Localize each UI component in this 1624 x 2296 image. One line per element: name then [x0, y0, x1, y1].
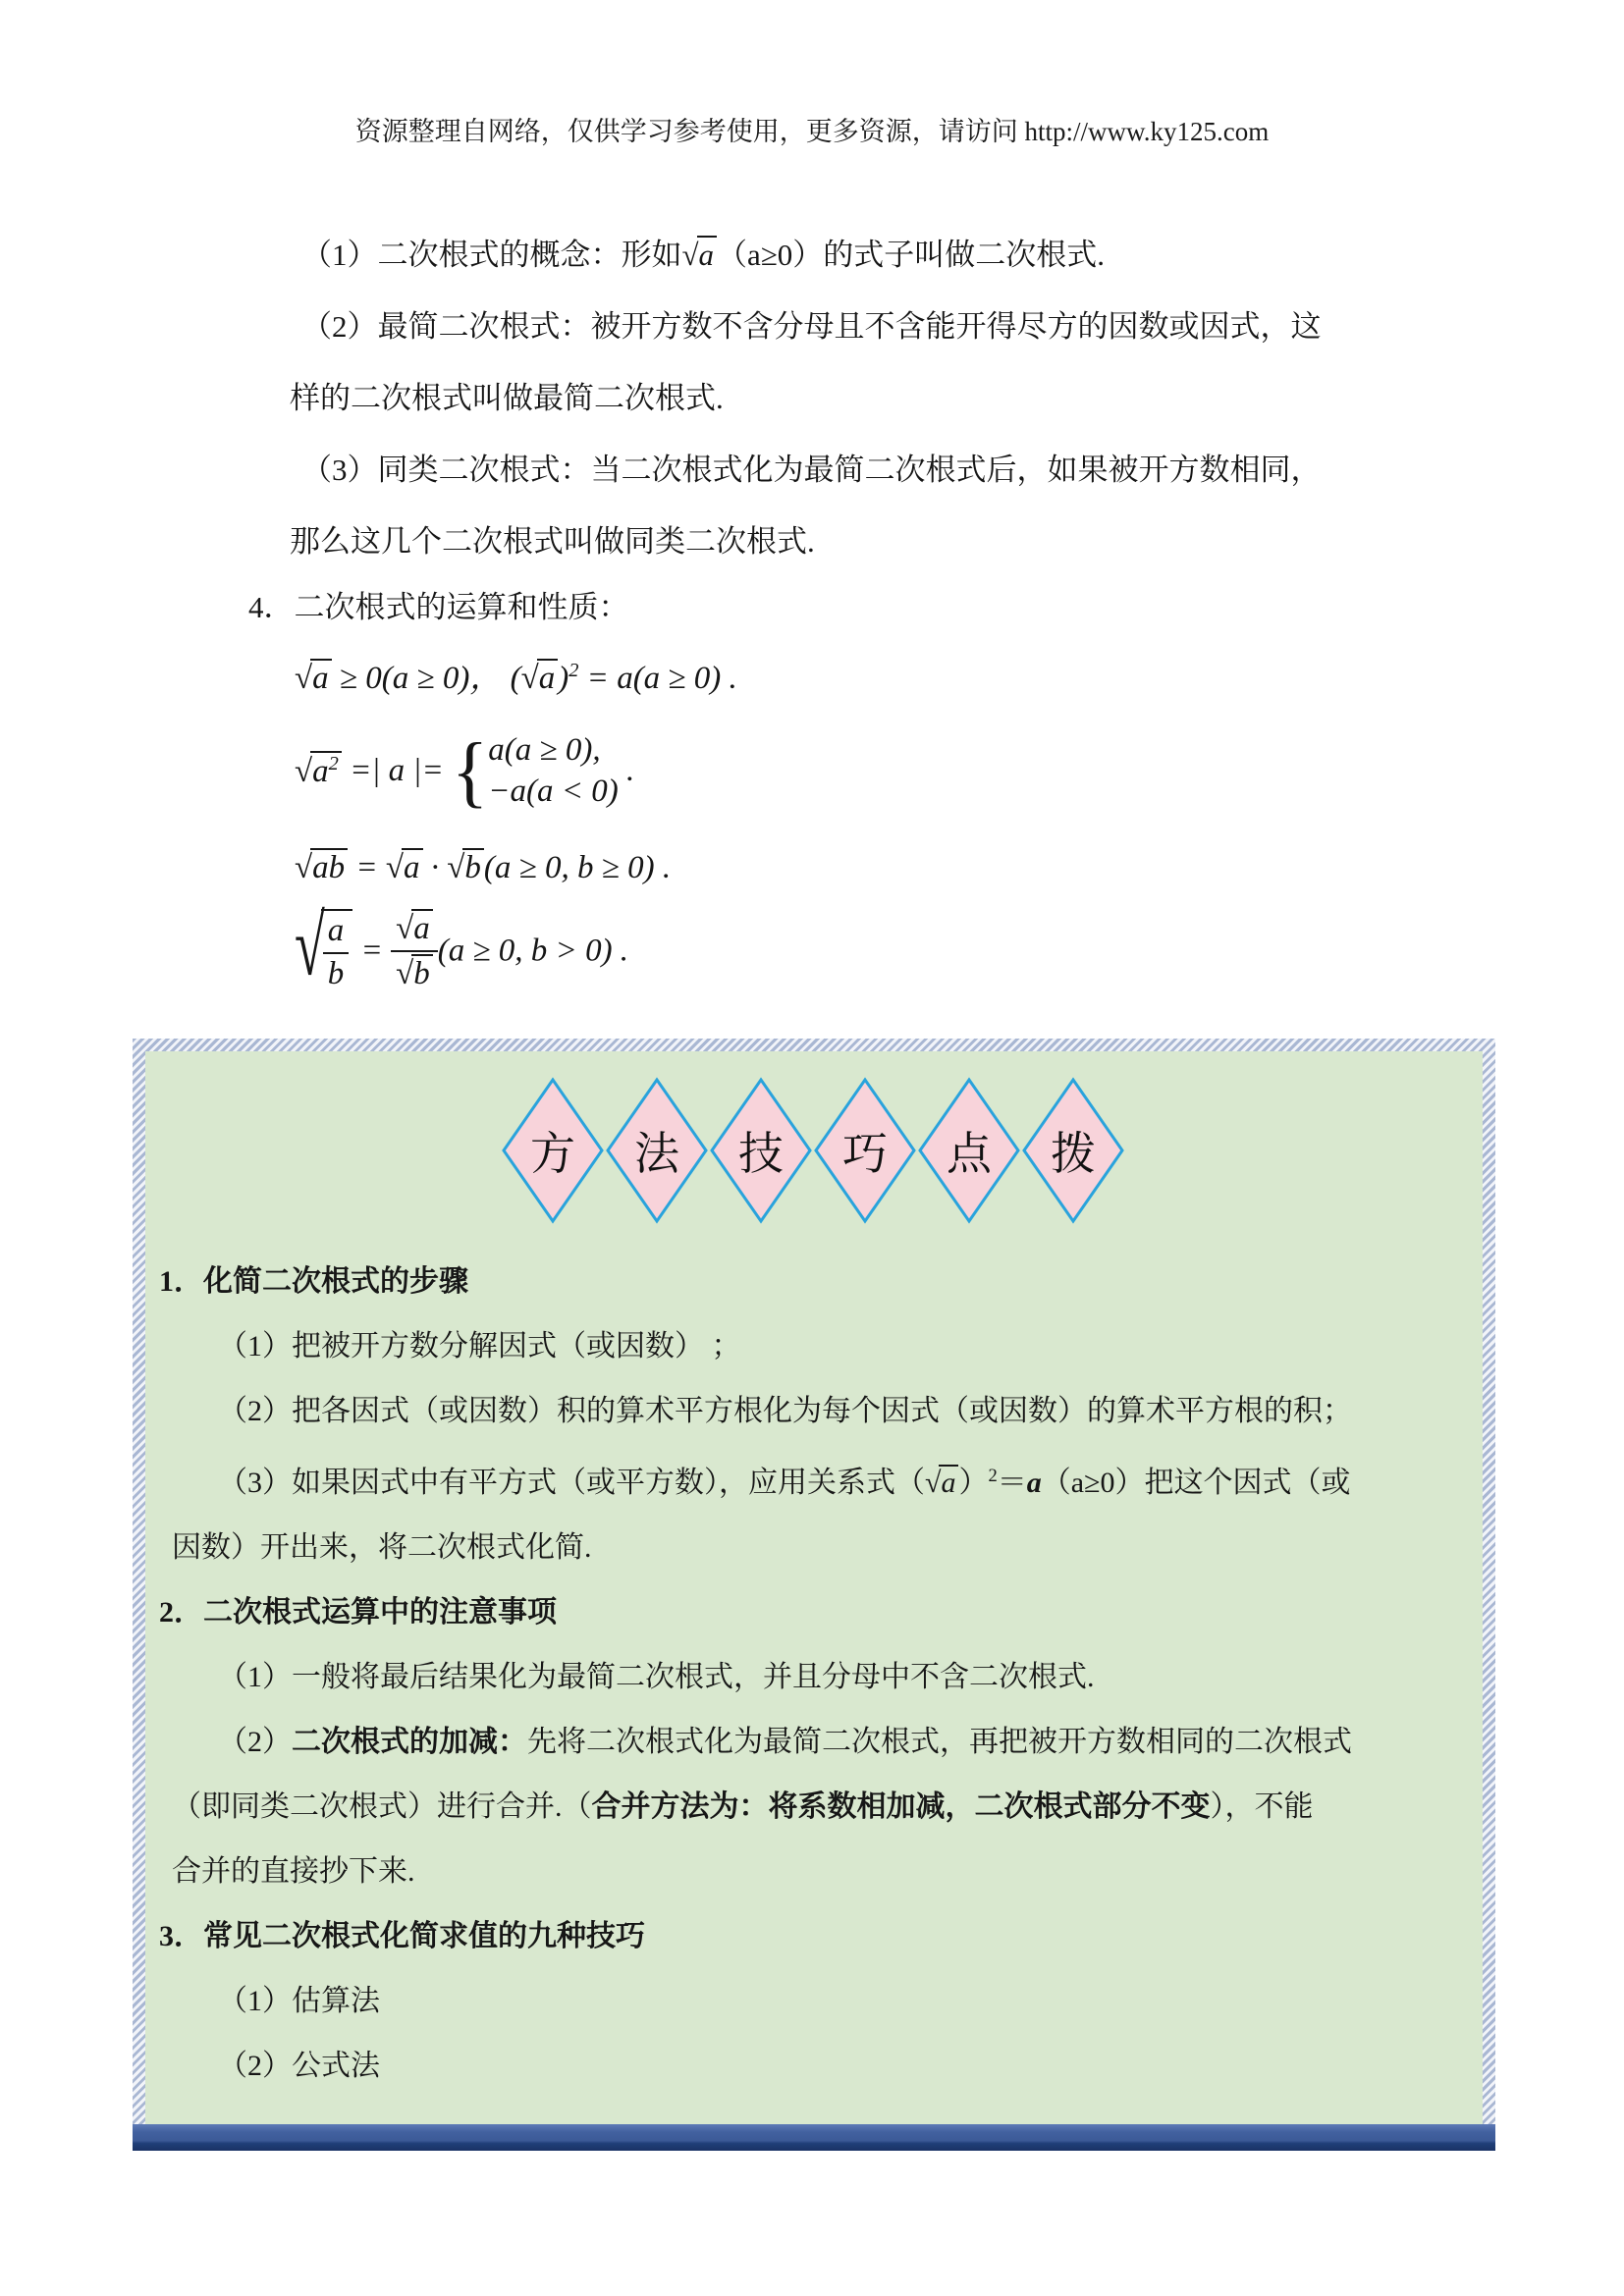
tips-s1-item-1: （1）把被开方数分解因式（或因数） ； [218, 1329, 741, 1362]
tips-section-3-heading: 3．常见二次根式化简求值的九种技巧 [159, 1919, 645, 1952]
tips-s1-item-3-var: a [1026, 1466, 1042, 1499]
tips-title-diamond-row [157, 1077, 1469, 1224]
diamond-char: 方 [530, 1127, 575, 1179]
tips-s3-item-1: （1）估算法 [218, 1984, 380, 2017]
method-tips-box [133, 1039, 1495, 2151]
cases-brace-icon: { [452, 725, 489, 816]
denominator: b [327, 955, 345, 991]
formula-text: ) [558, 661, 569, 696]
tips-s1-item-3-close: ） [958, 1466, 989, 1499]
radical-sign-icon: √ [295, 754, 313, 790]
radicand: a [413, 910, 430, 946]
radical-sign-icon: √ [295, 899, 325, 994]
tips-s3-item-2: （2）公式法 [218, 2049, 380, 2082]
formula-text: = a(a ≥ 0) . [578, 661, 737, 696]
radicand: b [464, 850, 481, 885]
radical-sign-icon: √ [396, 955, 414, 991]
exponent: 2 [988, 1465, 998, 1486]
diamond-char: 法 [634, 1127, 679, 1179]
diamond-char: 技 [738, 1127, 784, 1179]
tips-s2-cont-bold: 合并方法为：将系数相加减，二次根式部分不变 [591, 1789, 1211, 1823]
fraction [391, 909, 438, 993]
tips-s1-item-3-prefix: （3）如果因式中有平方式（或平方数），应用关系式（ [218, 1466, 925, 1499]
tips-s2-item-2-pre: （2） [218, 1725, 292, 1758]
concept-item-1-prefix: （1）二次根式的概念：形如 [301, 238, 682, 272]
formula-text: = [352, 933, 392, 969]
concept-item-2-line-1: （2）最简二次根式：被开方数不含分母且不含能开得尽方的因数或因式，这 [301, 309, 1322, 344]
section-4-heading: 4．二次根式的运算和性质： [248, 590, 629, 624]
radicand: b [413, 955, 430, 991]
formula-text: ≥ 0(a ≥ 0)， ( [331, 661, 521, 696]
diamond-char: 拨 [1051, 1127, 1096, 1179]
formula-product-rule [295, 848, 1624, 887]
title-diamond-2 [605, 1077, 709, 1224]
concept-item-3-line-2: 那么这几个二次根式叫做同类二次根式. [290, 524, 815, 559]
tips-box-bottom-bar [133, 2124, 1495, 2151]
radicand: ab [312, 850, 346, 885]
formula-nonnegative [295, 652, 1624, 698]
exponent: 2 [568, 660, 579, 681]
numerator: a [327, 912, 345, 948]
diamond-char: 巧 [842, 1127, 888, 1179]
tips-s2-cont-pre: （即同类二次根式）进行合并.（ [172, 1789, 592, 1823]
radicand: a [941, 1466, 956, 1499]
radicand: a [312, 661, 329, 696]
cases-block [488, 730, 619, 812]
radicand: a [698, 238, 715, 272]
formula-text: . [618, 753, 635, 788]
formula-text: (a ≥ 0, b ≥ 0) . [483, 850, 672, 885]
concept-item-1 [301, 219, 1624, 291]
radical-sign-icon: √ [447, 850, 465, 885]
title-diamond-3 [709, 1077, 813, 1224]
tips-s2-item-2-bold: 二次根式的加减： [292, 1725, 527, 1758]
tips-s2-cont-post: ），不能 [1210, 1789, 1314, 1823]
tips-section-1-heading: 1．化简二次根式的步骤 [159, 1264, 468, 1298]
radicand: a [404, 850, 420, 885]
radical-sign-icon: √ [925, 1466, 942, 1499]
case-1: a(a ≥ 0), [488, 732, 601, 769]
title-diamond-4 [813, 1077, 917, 1224]
formula-quotient-rule [295, 899, 1624, 994]
formula-text: =| a |= [341, 753, 453, 788]
formula-text: = [348, 850, 386, 885]
method-tips-inner [145, 1051, 1483, 2124]
exponent: 2 [328, 753, 339, 775]
main-content [0, 219, 1624, 2151]
radicand: a [538, 661, 556, 696]
concept-item-2-line-2: 样的二次根式叫做最简二次根式. [290, 381, 724, 415]
radical-sign-icon: √ [295, 850, 313, 885]
tips-s2-item-2 [218, 1710, 1469, 1775]
formula-text: · [422, 850, 448, 885]
tips-s2-item-2-cont [172, 1775, 1469, 1840]
fraction [323, 913, 350, 993]
title-diamond-5 [917, 1077, 1021, 1224]
radical-sign-icon: √ [385, 850, 405, 885]
title-diamond-6 [1021, 1077, 1125, 1224]
tips-s1-item-3 [218, 1444, 1469, 1516]
radical-sign-icon: √ [295, 661, 313, 696]
sqrt-expression [682, 219, 718, 291]
tips-s2-item-1: （1）一般将最后结果化为最简二次根式，并且分母中不含二次根式. [218, 1660, 1095, 1693]
tips-s2-item-2-rest: 先将二次根式化为最简二次根式，再把被开方数相同的二次根式 [527, 1725, 1352, 1758]
diamond-char: 点 [947, 1127, 992, 1179]
tips-body [157, 1250, 1469, 2099]
formula-text: (a ≥ 0, b > 0) . [437, 933, 629, 969]
tips-s1-item-2: （2）把各因式（或因数）积的算术平方根化为每个因式（或因数）的算术平方根的积； [218, 1394, 1352, 1427]
case-2: −a(a < 0) [488, 773, 619, 809]
tips-section-2-heading: 2．二次根式运算中的注意事项 [159, 1595, 557, 1629]
radical-sign-icon: √ [681, 238, 699, 272]
radical-sign-icon: √ [520, 661, 539, 696]
tips-s2-item-2-cont-2: 合并的直接抄下来. [172, 1854, 415, 1888]
tips-s1-item-3-suffix: （a≥0）把这个因式（或 [1041, 1466, 1351, 1499]
tips-s1-item-3-eq: ＝ [997, 1466, 1027, 1499]
concept-item-1-suffix: （a≥0）的式子叫做二次根式. [717, 238, 1106, 272]
radical-sign-icon: √ [396, 910, 414, 946]
radicand: a [312, 754, 329, 790]
title-diamond-1 [501, 1077, 605, 1224]
tips-s1-item-3-cont: 因数）开出来，将二次根式化简. [172, 1530, 592, 1564]
concept-item-3-line-1: （3）同类二次根式：当二次根式化为最简二次根式后，如果被开方数相同， [301, 453, 1322, 487]
page-header-note: 资源整理自网络，仅供学习参考使用，更多资源，请访问 http://www.ky125.com [354, 117, 1270, 146]
formula-absolute-value [295, 727, 1624, 815]
